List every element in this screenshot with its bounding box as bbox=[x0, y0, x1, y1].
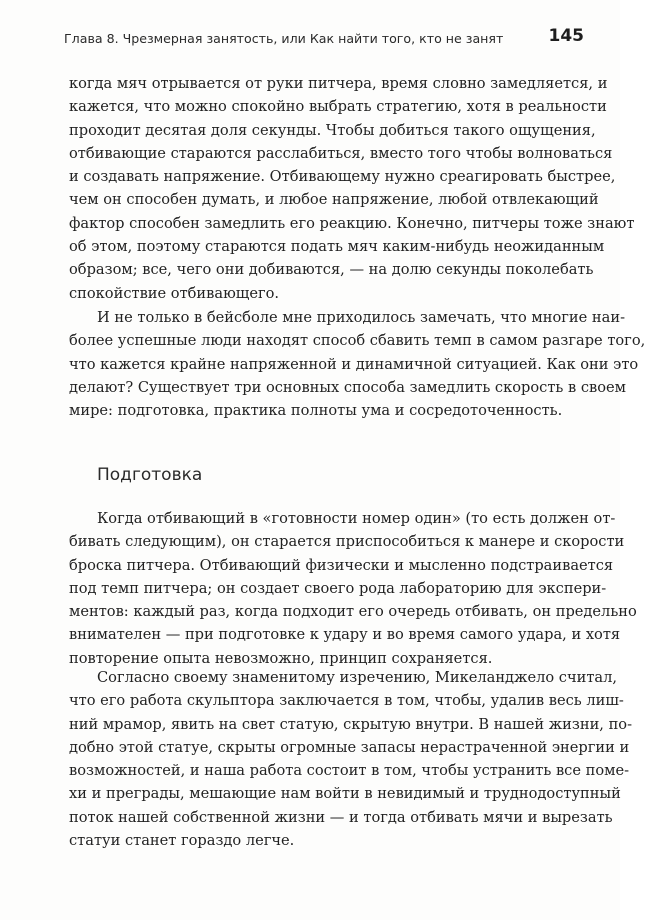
text-line: что его работа скульптора заключается в том, чтобы, удалив весь лиш- bbox=[69, 692, 624, 710]
text-line: Согласно своему знаменитому изречению, Микеланджело считал, bbox=[97, 669, 618, 686]
paragraph-baseball bbox=[69, 306, 645, 422]
text-line: под темп питчера; он создает своего рода лабораторию для экспери- bbox=[69, 579, 607, 597]
text-line: об этом, поэтому стараются подать мяч каким-нибудь неожиданным bbox=[69, 238, 605, 256]
text-line: броска питчера. Отбивающий физически и мысленно подстраивается bbox=[69, 556, 614, 574]
text-line: хи и преграды, мешающие нам войти в невидимый и труднодоступный bbox=[69, 785, 621, 803]
text-line: мире: подготовка, практика полноты ума и сосредоточенность. bbox=[69, 402, 563, 420]
text-line: повторение опыта невозможно, принцип сохраняется. bbox=[69, 649, 493, 667]
running-header bbox=[64, 25, 584, 51]
text-line: добно этой статуе, скрыты огромные запасы нерастраченной энергии и bbox=[69, 738, 630, 756]
text-line: ментов: каждый раз, когда подходит его очередь отбивать, он предельно bbox=[69, 603, 637, 621]
text-line: чем он способен думать, и любое напряжение, любой отвлекающий bbox=[69, 191, 599, 209]
text-line: возможностей, и наша работа состоит в том, чтобы устранить все поме- bbox=[69, 762, 630, 780]
paragraph-michelangelo bbox=[69, 666, 633, 852]
text-line: внимателен — при подготовке к удару и во время самого удара, и хотя bbox=[69, 626, 621, 644]
text-line: статуи станет гораздо легче. bbox=[69, 832, 295, 850]
paragraph-batter bbox=[69, 507, 637, 670]
text-line: кажется, что можно спокойно выбрать стратегию, хотя в реальности bbox=[69, 98, 607, 116]
text-line: и создавать напряжение. Отбивающему нужно среагировать быстрее, bbox=[69, 168, 616, 186]
text-line: проходит десятая доля секунды. Чтобы добиться такого ощущения, bbox=[69, 121, 596, 139]
text-line: что кажется крайне напряженной и динамичной ситуацией. Как они это bbox=[69, 355, 639, 373]
section-heading: Подготовка bbox=[97, 465, 203, 485]
text-line: отбивающие стараются расслабиться, вместо того чтобы волноваться bbox=[69, 144, 613, 162]
text-line: Когда отбивающий в «готовности номер один» (то есть должен от- bbox=[97, 510, 616, 527]
text-line: ний мрамор, явить на свет статую, скрытую внутри. В нашей жизни, по- bbox=[69, 715, 633, 733]
paragraph-continuation bbox=[69, 72, 635, 305]
text-line: делают? Существует три основных способа замедлить скорость в своем bbox=[69, 378, 626, 396]
text-line: когда мяч отрывается от руки питчера, время словно замедляется, и bbox=[69, 75, 608, 92]
text-line: фактор способен замедлить его реакцию. Конечно, питчеры тоже знают bbox=[69, 214, 635, 232]
text-line: более успешные люди находят способ сбавить темп в самом разгаре того, bbox=[69, 332, 645, 350]
text-line: спокойствие отбивающего. bbox=[69, 284, 280, 302]
text-line: образом; все, чего они добиваются, — на долю секунды поколебать bbox=[69, 261, 594, 279]
page-number: 145 bbox=[548, 26, 584, 46]
text-line: поток нашей собственной жизни — и тогда отбивать мячи и вырезать bbox=[69, 808, 613, 826]
text-line: бивать следующим), он старается приспособиться к манере и скорости bbox=[69, 533, 625, 551]
text-line: И не только в бейсболе мне приходилось замечать, что многие наи- bbox=[97, 309, 626, 326]
chapter-title: Глава 8. Чрезмерная занятость, или Как найти того, кто не занят bbox=[64, 31, 504, 46]
